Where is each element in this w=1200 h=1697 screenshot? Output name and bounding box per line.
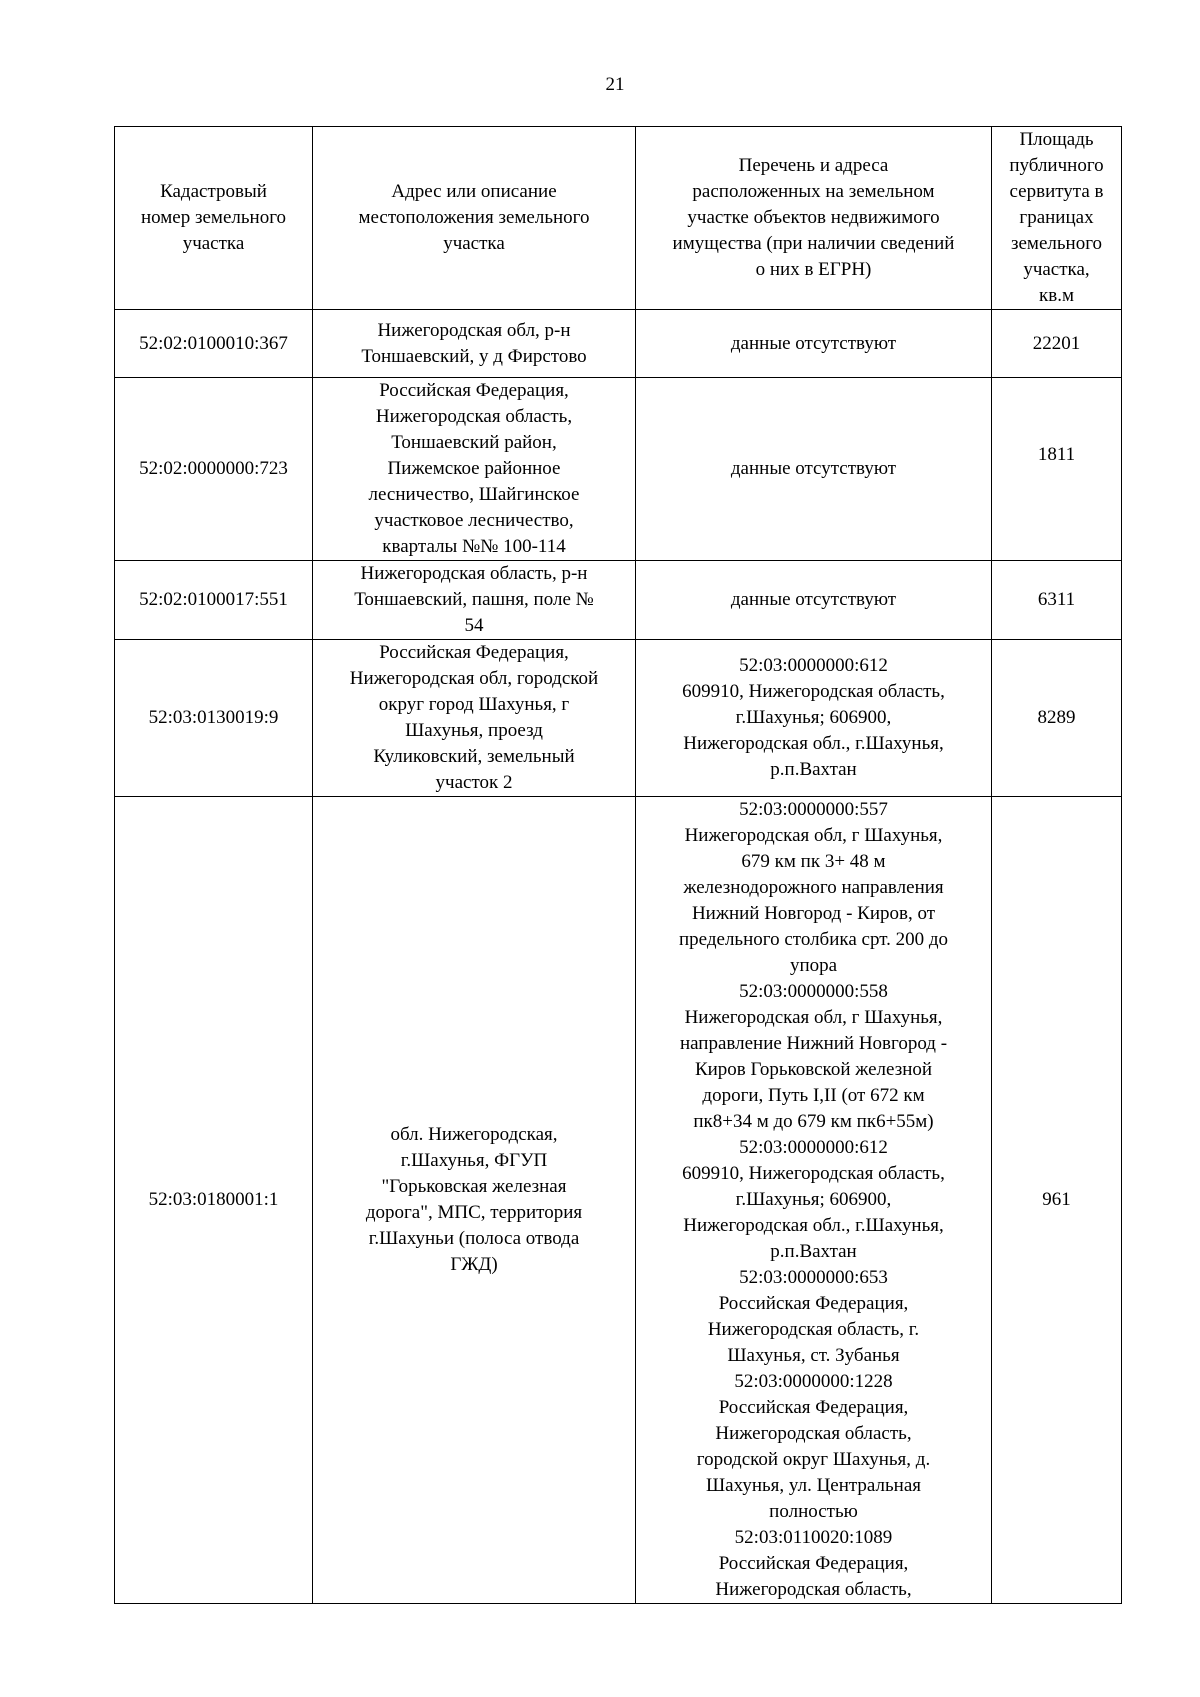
header-address: Адрес или описание местоположения земельного участка [313, 127, 636, 310]
servitude-table [114, 126, 1122, 1604]
cell-cadastral-number: 52:03:0130019:9 [115, 640, 313, 797]
cell-area: 6311 [992, 561, 1122, 640]
cell-area: 8289 [992, 640, 1122, 797]
cell-cadastral-number: 52:03:0180001:1 [115, 797, 313, 1604]
header-servitude-area: Площадь публичного сервитута в границах земельного участка, кв.м [992, 127, 1122, 310]
cell-cadastral-number: 52:02:0100010:367 [115, 310, 313, 378]
cell-area: 1811 [992, 378, 1122, 561]
cell-address: Нижегородская область, р-н Тоншаевский, пашня, поле № 54 [313, 561, 636, 640]
cell-cadastral-number: 52:02:0000000:723 [115, 378, 313, 561]
page-number: 21 [605, 74, 625, 95]
cell-address: обл. Нижегородская, г.Шахунья, ФГУП "Горьковская железная дорога", МПС, территория г.Шахуньи (полоса отвода ГЖД) [313, 797, 636, 1604]
table-row [115, 797, 1122, 1604]
table-row [115, 640, 1122, 797]
header-cadastral-number: Кадастровый номер земельного участка [115, 127, 313, 310]
cell-address: Российская Федерация, Нижегородская область, Тоншаевский район, Пижемское районное лесничество, Шайгинское участковое лесничество, кварталы №№ 100-114 [313, 378, 636, 561]
cell-area: 961 [992, 797, 1122, 1604]
table-header-row [115, 127, 1122, 310]
cell-area: 22201 [992, 310, 1122, 378]
cell-objects: данные отсутствуют [636, 310, 992, 378]
header-objects: Перечень и адреса расположенных на земельном участке объектов недвижимого имущества (при наличии сведений о них в ЕГРН) [636, 127, 992, 310]
cell-cadastral-number: 52:02:0100017:551 [115, 561, 313, 640]
cell-objects: данные отсутствуют [636, 378, 992, 561]
cell-objects: 52:03:0000000:612 609910, Нижегородская область, г.Шахунья; 606900, Нижегородская обл., г.Шахунья, р.п.Вахтан [636, 640, 992, 797]
table-row [115, 378, 1122, 561]
cell-objects: 52:03:0000000:557 Нижегородская обл, г Шахунья, 679 км пк 3+ 48 м железнодорожного направления Нижний Новгород - Киров, от предельного столбика срт. 200 до упора 52:03:0000000:558 Нижегородская обл, г Шахунья, направление Нижний Новгород - Киров Горьковской железной дороги, Путь I,II (от 672 км пк8+34 м до 679 км пк6+55м) 52:03:0000000:612 609910, Нижегородская область, г.Шахунья; 606900, Нижегородская обл., г.Шахунья, р.п.Вахтан 52:03:0000000:653 Российская Федерация, Нижегородская область, г. Шахунья, ст. Зубанья 52:03:0000000:1228 Российская Федерация, Нижегородская область, городской округ Шахунья, д. Шахунья, ул. Центральная полностью 52:03:0110020:1089 Российская Федерация, Нижегородская область, [636, 797, 992, 1604]
cell-objects: данные отсутствуют [636, 561, 992, 640]
cell-address: Нижегородская обл, р-н Тоншаевский, у д Фирстово [313, 310, 636, 378]
table-row [115, 561, 1122, 640]
cell-address: Российская Федерация, Нижегородская обл, городской округ город Шахунья, г Шахунья, проезд Куликовский, земельный участок 2 [313, 640, 636, 797]
table-row [115, 310, 1122, 378]
